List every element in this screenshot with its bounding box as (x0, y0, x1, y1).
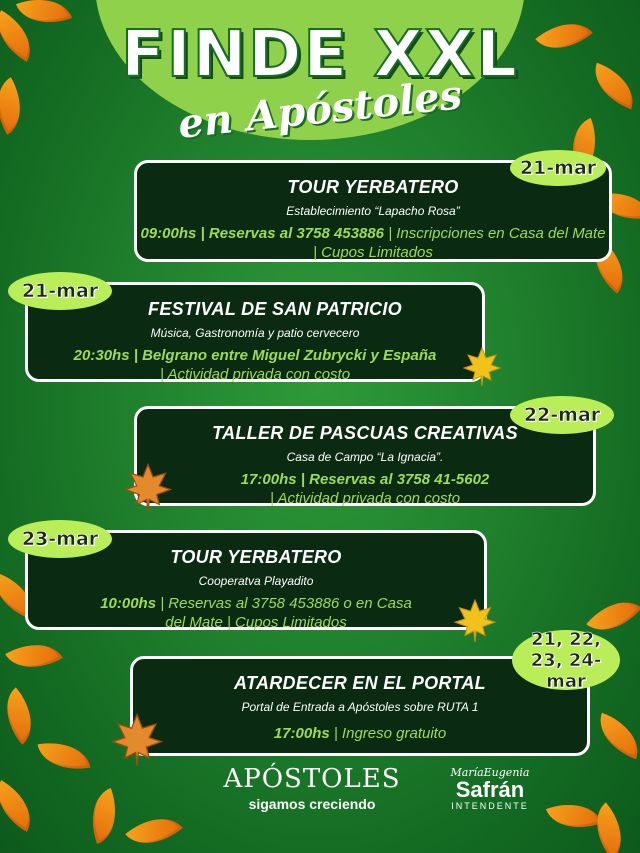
leaf-icon (38, 736, 91, 776)
mayor-name: Safrán (455, 777, 525, 802)
event-info (137, 224, 609, 262)
event-booking: | Reservas al 3758 41-5602 (296, 471, 490, 488)
mayor-signature: MaríaEugenia (450, 766, 530, 779)
event-title: TALLER DE PASCUAS CREATIVAS (212, 423, 518, 443)
brand-name: APÓSTOLES (223, 764, 401, 794)
date-badge: 23-mar (8, 520, 112, 558)
event-time: 09:00hs (140, 225, 197, 242)
leaf-icon (125, 803, 182, 853)
mayor-role: INTENDENTE (451, 801, 529, 811)
maple-leaf-icon (452, 598, 498, 642)
leaf-icon (0, 687, 47, 744)
date-badge: 21-mar (8, 272, 112, 310)
event-time: 17:00hs (240, 471, 297, 488)
event-notes: | Inscripciones en Casa del Mate | Cupos Limitados (313, 225, 606, 261)
date-badge: 21, 22, 23, 24-mar (512, 630, 620, 690)
leaf-icon (546, 793, 602, 839)
event-info (28, 594, 484, 632)
apostoles-logo (222, 764, 402, 812)
event-time: 10:00hs (100, 595, 157, 612)
event-notes: | Reservas al 3758 453886 o en Casa del Mate | Cupos Limitados (156, 595, 412, 631)
maple-leaf-icon (462, 346, 502, 386)
maple-leaf-icon (110, 712, 164, 766)
event-booking: | Belgrano entre Miguel Zubrycki y España (129, 347, 437, 364)
event-title: TOUR YERBATERO (287, 177, 459, 197)
leaf-icon (5, 630, 63, 682)
event-time: 20:30hs (73, 347, 130, 364)
event-place: Cooperatva Playadito (198, 574, 314, 588)
event-title: ATARDECER EN EL PORTAL (234, 673, 486, 693)
event-notes: | Actividad privada con costo (159, 366, 351, 383)
event-place: Música, Gastronomía y patio cervecero (150, 326, 360, 340)
event-time: 17:00hs (273, 725, 330, 742)
date-badge: 22-mar (510, 396, 614, 434)
event-place: Portal de Entrada a Apóstoles sobre RUTA 1 (241, 700, 479, 714)
maple-leaf-icon (120, 462, 176, 512)
poster-subtitle: en Apóstoles (175, 71, 465, 148)
leaf-icon (0, 780, 43, 832)
event-notes: | Ingreso gratuito (329, 725, 447, 742)
event-booking: | Reservas al 3758 453886 (196, 225, 385, 242)
event-info (133, 724, 587, 743)
brand-slogan: sigamos creciendo (248, 796, 376, 812)
event-title: FESTIVAL DE SAN PATRICIO (148, 299, 402, 319)
poster-title: FINDE XXL (121, 18, 519, 92)
event-title: TOUR YERBATERO (170, 547, 342, 567)
date-badge: 21-mar (510, 150, 606, 186)
event-info (137, 470, 593, 508)
event-info (28, 346, 482, 384)
event-place: Casa de Campo “La Ignacia”. (286, 450, 444, 464)
mayor-logo (440, 766, 540, 811)
leaf-icon (81, 788, 127, 844)
event-place: Establecimiento “Lapacho Rosa” (286, 204, 460, 218)
event-notes: | Actividad privada con costo (269, 490, 461, 507)
leaf-icon (591, 713, 640, 759)
